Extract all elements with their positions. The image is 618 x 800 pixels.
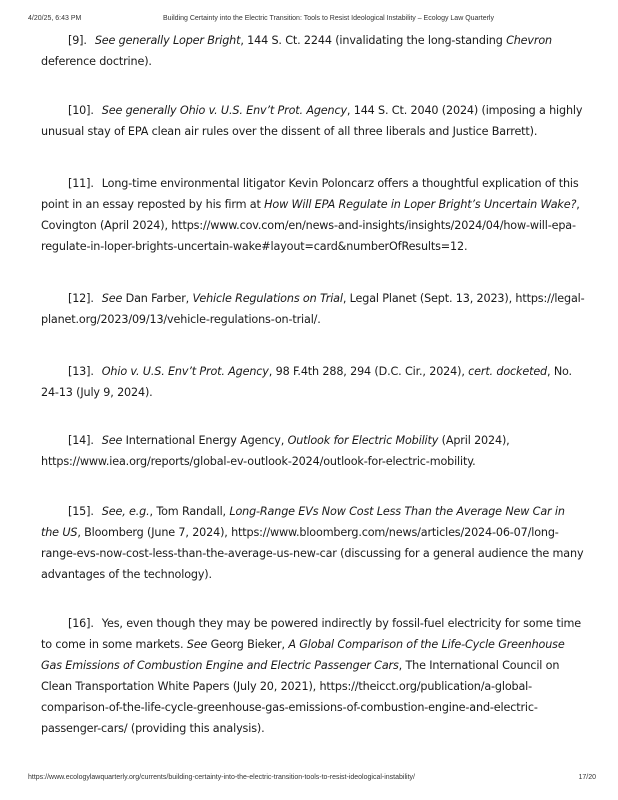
citation-text: International Energy Agency,: [122, 434, 288, 447]
citation-italic: cert. docketed: [468, 365, 548, 378]
footnote-12: [41, 288, 586, 330]
citation-link[interactable]: https://legal-planet.org/2023/09/13/vehicle-regulations-on-trial/: [41, 292, 585, 326]
citation-text: , Tom Randall,: [149, 505, 230, 518]
footnote-16-backlink[interactable]: [16].: [68, 617, 94, 630]
footnote-11: [41, 173, 586, 257]
citation-italic: Outlook for Electric Mobility: [287, 434, 439, 447]
footnote-16: [41, 613, 586, 739]
footnotes-list: [41, 30, 586, 739]
citation-italic: See: [101, 292, 123, 305]
citation-text: .: [463, 240, 468, 253]
citation-text: Dan Farber,: [122, 292, 193, 305]
citation-text: .: [317, 313, 321, 326]
citation-text: , 98 F.4th 288, 294 (D.C. Cir., 2024),: [268, 365, 469, 378]
citation-text: .: [472, 455, 476, 468]
citation-text: Georg Bieker,: [207, 638, 289, 651]
citation-text: Yes, even though they may be powered indirectly by fossil-fuel electricity for some time to come in some markets.: [41, 617, 582, 651]
footnote-9-backlink[interactable]: [9].: [68, 34, 87, 47]
footnote-12-backlink[interactable]: [12].: [68, 292, 94, 305]
citation-text: (discussing for a general audience the many advantages of the technology).: [41, 547, 584, 581]
citation-text: , 144 S. Ct. 2040 (2024) (imposing a highly unusual stay of EPA clean air rules over the dissent of all three liberals and Justice Barrett).: [41, 104, 583, 138]
citation-text: (providing this analysis).: [127, 722, 265, 735]
citation-italic: Chevron: [506, 34, 552, 47]
footnote-11-backlink[interactable]: [11].: [68, 177, 94, 190]
citation-italic: A Global Comparison of the Life-Cycle Greenhouse Gas Emissions of Combustion Engine and Electric Passenger Cars: [41, 638, 565, 672]
footnote-15-backlink[interactable]: [15].: [68, 505, 94, 518]
footnote-9: [41, 30, 586, 72]
footnote-10-backlink[interactable]: [10].: [68, 104, 94, 117]
footnote-13-backlink[interactable]: [13].: [68, 365, 94, 378]
citation-italic: Vehicle Regulations on Trial: [192, 292, 343, 305]
citation-text: (April 2024),: [438, 434, 510, 447]
footnote-10: [41, 100, 586, 142]
citation-italic: See generally Loper Bright: [94, 34, 241, 47]
citation-italic: Ohio v. U.S. Env’t Prot. Agency: [101, 365, 269, 378]
footnote-14: [41, 430, 586, 472]
print-url: https://www.ecologylawquarterly.org/currents/building-certainty-into-the-electric-transition-tools-to-resist-ideological-instability/: [28, 774, 415, 781]
citation-text: deference doctrine).: [41, 55, 152, 68]
citation-text: , Legal Planet (Sept. 13, 2023),: [342, 292, 516, 305]
print-date: 4/20/25, 6:43 PM: [28, 15, 82, 22]
citation-text: , No. 24-13 (July 9, 2024).: [41, 365, 572, 399]
citation-italic: Long-Range EVs Now Cost Less Than the Average New Car in the US: [41, 505, 565, 539]
citation-link[interactable]: https://www.bloomberg.com/news/articles/2024-06-07/long-range-evs-now-cost-less-than-the-average-us-new-car: [41, 526, 559, 560]
footnote-14-backlink[interactable]: [14].: [68, 434, 94, 447]
citation-text: , Covington (April 2024),: [41, 198, 580, 232]
page-number: 17/20: [578, 774, 596, 781]
citation-text: , The International Council on Clean Transportation White Papers (July 20, 2021),: [41, 659, 560, 693]
citation-link[interactable]: https://www.iea.org/reports/global-ev-outlook-2024/outlook-for-electric-mobility: [41, 455, 473, 468]
print-page-title: Building Certainty into the Electric Transition: Tools to Resist Ideological Instability – Ecology Law Quarterly: [163, 15, 494, 22]
citation-link[interactable]: https://theicct.org/publication/a-global-comparison-of-the-life-cycle-greenhouse-gas-emissions-of-combustion-engine-and-electric-passenger-cars/: [41, 680, 538, 735]
citation-text: Long-time environmental litigator Kevin Poloncarz offers a thoughtful explication of this point in an essay reposted by his firm at: [41, 177, 579, 211]
citation-link[interactable]: https://www.cov.com/en/news-and-insights/insights/2024/04/how-will-epa-regulate-in-loper-brights-uncertain-wake#layout=card&numberOfResults=12: [41, 219, 576, 253]
citation-italic: See: [186, 638, 208, 651]
citation-italic: See generally Ohio v. U.S. Env’t Prot. Agency: [101, 104, 347, 117]
citation-text: , Bloomberg (June 7, 2024),: [77, 526, 232, 539]
footnote-15: [41, 501, 586, 585]
citation-italic: See, e.g.: [101, 505, 150, 518]
citation-italic: See: [101, 434, 123, 447]
footnote-13: [41, 361, 586, 403]
citation-italic: How Will EPA Regulate in Loper Bright’s Uncertain Wake?: [264, 198, 577, 211]
citation-text: , 144 S. Ct. 2244 (invalidating the long-standing: [240, 34, 507, 47]
